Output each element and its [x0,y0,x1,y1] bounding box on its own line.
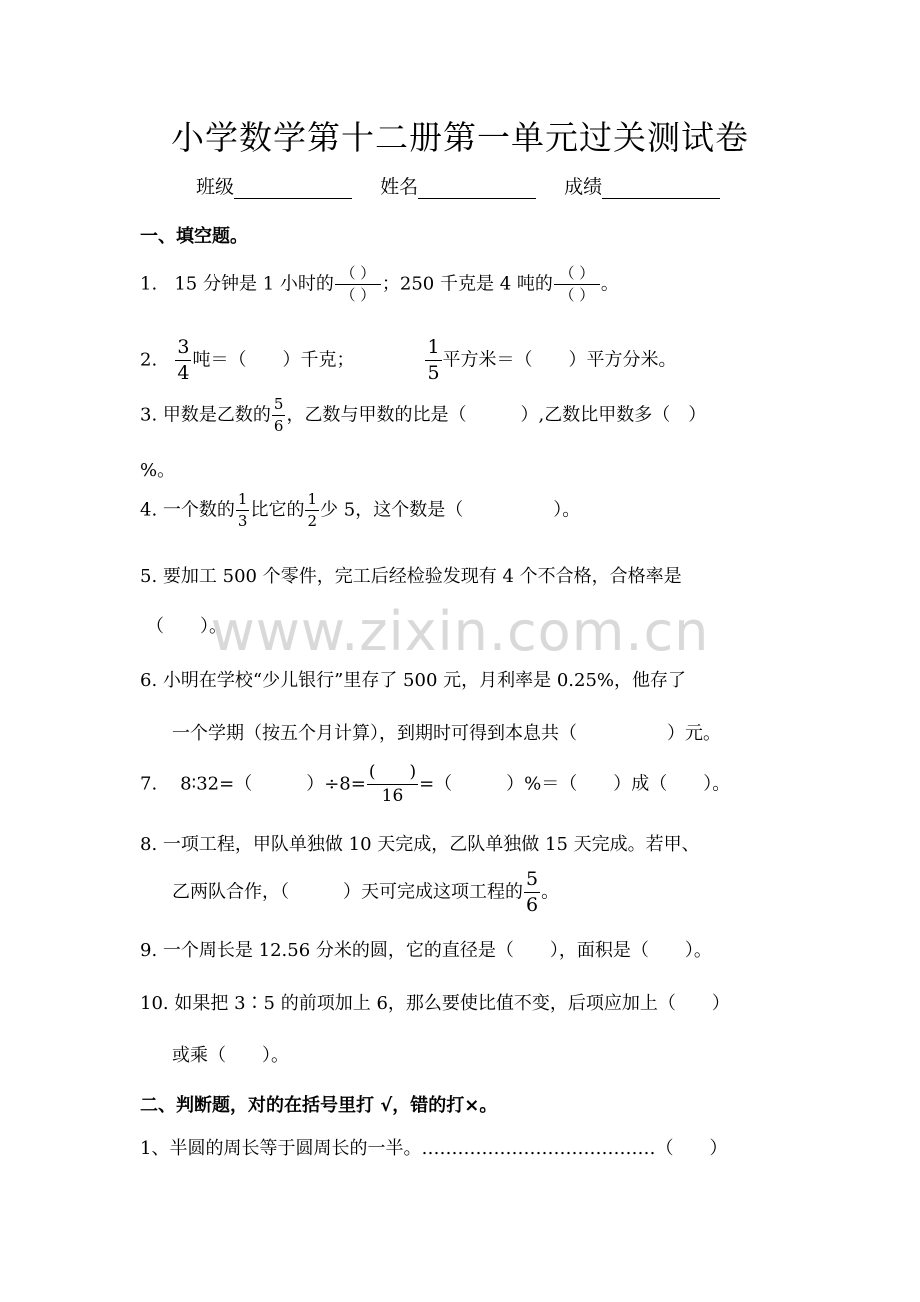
q4-fraction-1-denominator: 3 [237,512,248,530]
q2-fraction-1-numerator: 3 [175,338,191,361]
question-4 [140,492,580,529]
q10-text[interactable]: 如果把 3∶5 的前项加上 6，那么要使比值不变，后项应加上（ ） [174,993,730,1014]
q1-fraction-2-numerator: （ ） [554,266,600,285]
q3-fraction [272,397,286,434]
q8-number: 8. [140,834,158,855]
score-blank[interactable] [602,178,720,199]
q2-fraction-1-denominator: 4 [177,362,190,384]
question-8-continued [172,870,559,915]
q3-text-b[interactable]: ，乙数与甲数的比是（ ）,乙数比甲数多（ ） [286,404,707,426]
q1-fraction-1-denominator: （ ） [340,286,376,304]
q1-fraction-2-denominator: （ ） [559,286,595,304]
question-5 [140,562,682,588]
q4-fraction-1 [236,492,250,529]
class-label: 班级 [196,176,235,198]
q1-fraction-1[interactable] [335,266,381,303]
q1-number: 1. [140,273,158,295]
q3-text-a: 甲数是乙数的 [162,404,271,426]
section2-heading: 二、判断题，对的在括号里打 √，错的打×。 [140,1095,498,1116]
q8-text-cont[interactable]: 乙两队合作，（ ）天可完成这项工程的 [172,881,523,903]
q7-fraction-numerator: ( ) [367,764,418,785]
q3-number: 3. [140,404,158,426]
q2-fraction-1 [175,338,191,383]
q2-text-b[interactable]: 平方米＝（ ）平方分米。 [442,349,677,371]
q7-text-b[interactable]: =（ ）%＝（ ）成（ ）。 [419,773,731,795]
q4-number: 4. [140,499,158,521]
q8-fraction-numerator: 5 [524,870,540,893]
q6-number: 6. [140,670,158,691]
q7-fraction-denominator: 16 [381,786,404,806]
q1-text-a: 15 分钟是 1 小时的 [174,273,334,295]
q2-fraction-2-denominator: 5 [427,362,440,384]
q4-fraction-2-numerator: 1 [305,492,319,511]
q1-fraction-1-numerator: （ ） [335,266,381,285]
q5-number: 5. [140,566,158,587]
q3-fraction-denominator: 6 [273,417,284,435]
question-10 [140,989,730,1015]
score-label: 成绩 [564,176,603,198]
section1-heading: 一、填空题。 [140,226,248,247]
q2-number: 2. [140,349,158,371]
q1-text-c: 。 [600,273,619,295]
judgement-1 [140,1134,727,1160]
class-blank[interactable] [234,178,352,199]
question-5-answer[interactable]: （ ）。 [146,616,227,637]
question-6 [140,666,686,692]
q7-text-a[interactable]: 8∶32=（ ）÷8= [180,773,366,795]
q4-fraction-2 [305,492,319,529]
question-3 [140,397,706,434]
q4-text-b: 比它的 [250,499,305,521]
question-8 [140,830,700,856]
q7-fraction[interactable] [367,764,418,805]
page-title: 小学数学第十二册第一单元过关测试卷 [171,118,749,157]
q4-text-c[interactable]: 少 5，这个数是（ ）。 [320,499,581,521]
q9-text[interactable]: 一个周长是 12.56 分米的圆，它的直径是（ ），面积是（ ）。 [162,940,712,961]
q6-text: 小明在学校“少儿银行”里存了 500 元，月利率是 0.25%，他存了 [162,670,687,691]
question-9 [140,936,712,962]
q8-text-end: 。 [541,881,560,903]
q8-fraction-denominator: 6 [526,894,539,916]
q5-text: 要加工 500 个零件，完工后经检验发现有 4 个不合格，合格率是 [162,566,682,587]
q9-number: 9. [140,940,158,961]
q1-fraction-2[interactable] [554,266,600,303]
q10-number: 10. [140,993,169,1014]
q3-fraction-numerator: 5 [272,397,286,416]
watermark: www.zixin.com.cn [210,600,710,663]
name-label: 姓名 [380,176,419,198]
question-10-continued[interactable]: 或乘（ ）。 [172,1045,289,1066]
q1-text-b: ；250 千克是 4 吨的 [381,273,553,295]
q2-fraction-2 [425,338,441,383]
j1-leader-dots: ………………………………… [421,1138,656,1159]
q7-number: 7. [140,773,158,795]
question-3-continued: %。 [140,460,176,481]
q8-fraction [524,870,540,915]
question-7 [140,764,730,805]
student-info-row [196,172,742,199]
q4-fraction-2-denominator: 2 [307,512,318,530]
question-2 [140,338,677,383]
q4-fraction-1-numerator: 1 [236,492,250,511]
q4-text-a: 一个数的 [162,499,235,521]
name-blank[interactable] [418,178,536,199]
q8-text: 一项工程，甲队单独做 10 天完成，乙队单独做 15 天完成。若甲、 [162,834,700,855]
question-6-continued[interactable]: 一个学期（按五个月计算），到期时可得到本息共（ ）元。 [172,723,721,744]
question-1 [140,266,619,303]
j1-answer-paren[interactable]: （ ） [655,1138,728,1159]
j1-text: 1、半圆的周长等于圆周长的一半。 [140,1138,422,1159]
q2-fraction-2-numerator: 1 [425,338,441,361]
q2-text-a[interactable]: 吨＝（ ）千克； [192,349,355,371]
